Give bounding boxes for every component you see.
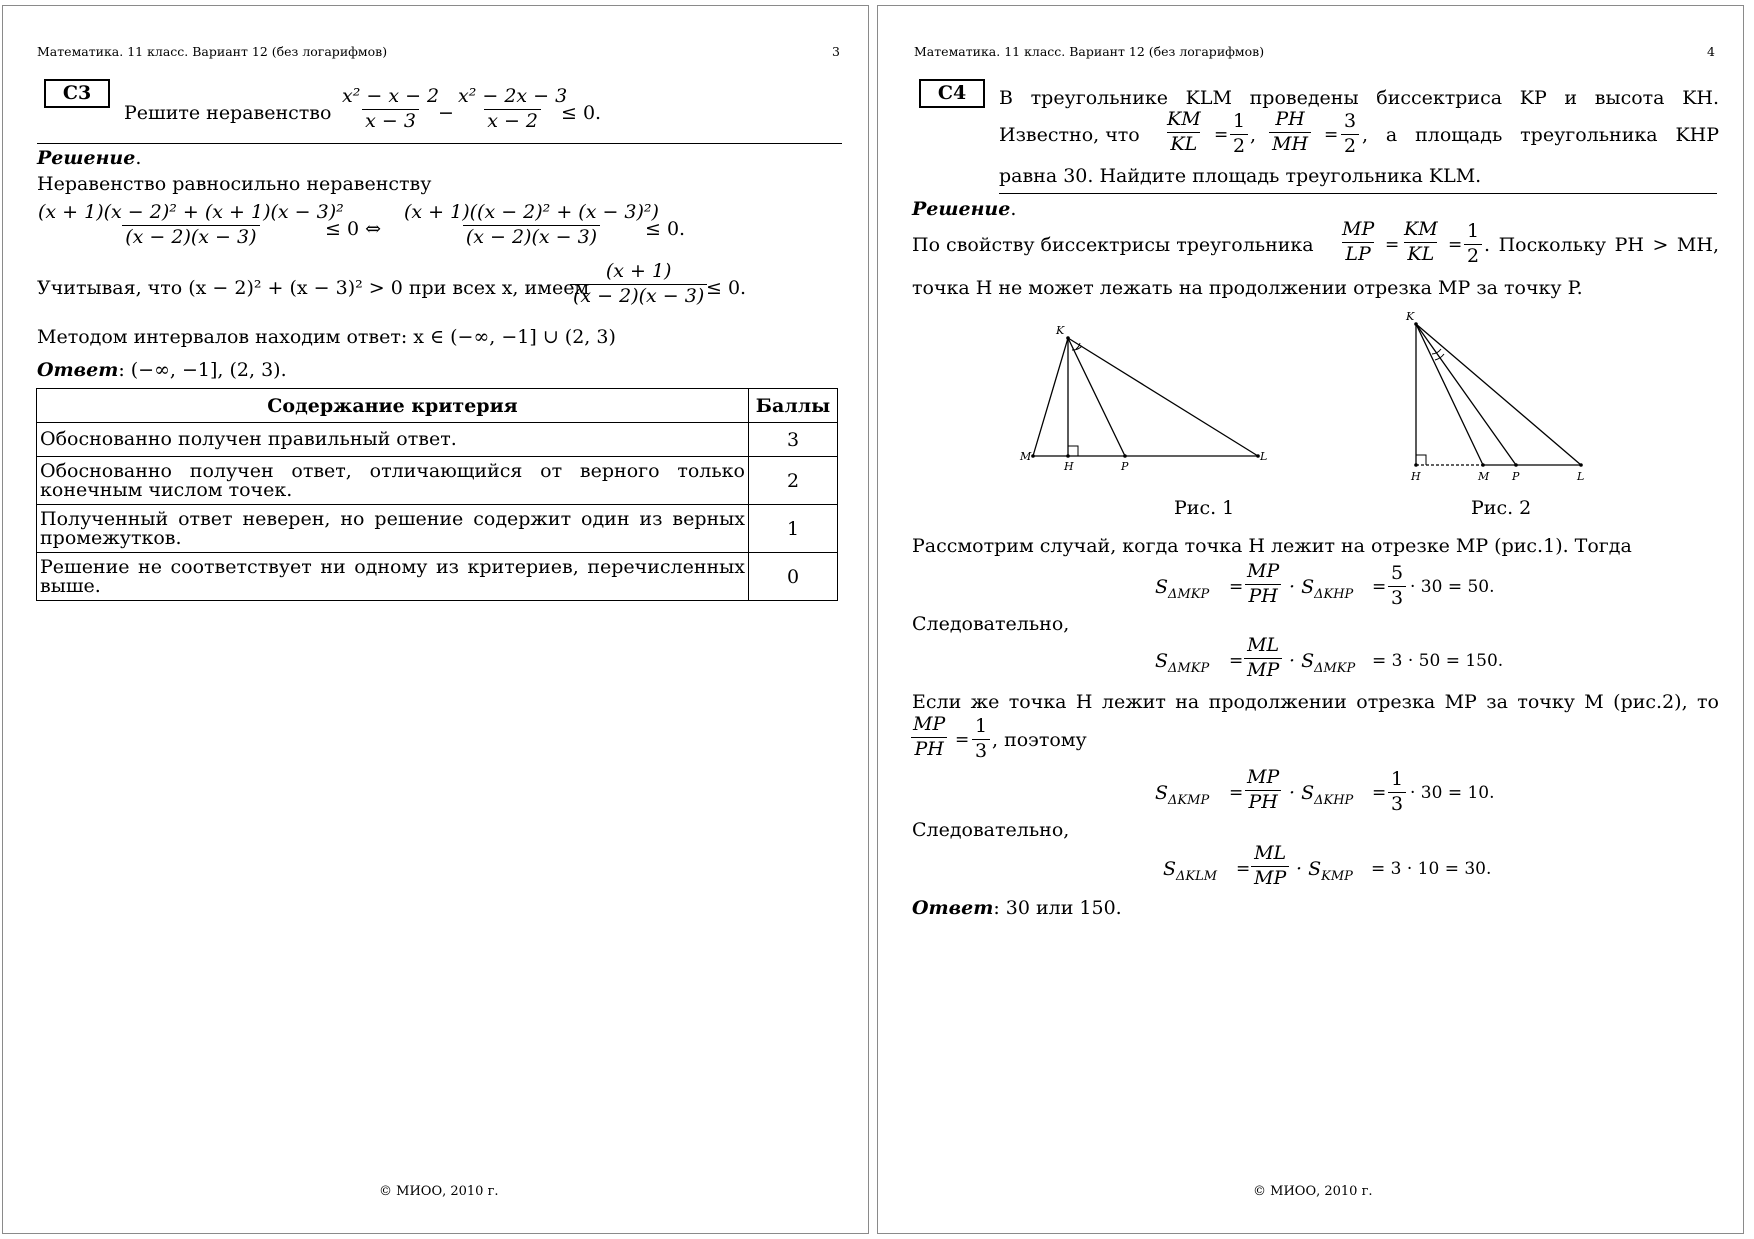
point-m [1031, 454, 1035, 458]
fraction-denominator: PH [1245, 790, 1280, 814]
figure-2-caption: Рис. 2 [1471, 497, 1532, 519]
solution-title: Решение [37, 147, 136, 169]
point-k [1066, 336, 1070, 340]
equation-d-tail: = 3 · 10 = 30. [1371, 859, 1492, 879]
score-cell: 2 [749, 457, 838, 505]
equation-c-tail: · 30 = 10. [1410, 783, 1495, 803]
answer-line [37, 359, 287, 381]
task-underline [37, 143, 842, 144]
equation-b-tail: = 3 · 50 = 150. [1372, 651, 1504, 671]
area-symbol: · S [1289, 650, 1315, 672]
equation-a-lhs [1155, 576, 1210, 602]
equation-b-middle [1289, 650, 1356, 676]
label-m: M [1478, 470, 1490, 483]
page-number: 4 [1707, 44, 1715, 59]
reduced-tail: ≤ 0. [706, 277, 747, 299]
therefore-2: Следовательно, [912, 819, 1070, 841]
fraction-denominator: MP [1251, 866, 1289, 890]
fraction-denominator: KL [1167, 132, 1200, 156]
fraction-denominator: PH [911, 737, 946, 761]
label-h: H [1411, 470, 1421, 483]
answer-line [912, 897, 1122, 919]
area-subscript: ΔMKP [1168, 586, 1210, 602]
equivalence-fraction-1 [35, 202, 347, 249]
area-symbol: · S [1289, 576, 1315, 598]
fraction-denominator: MH [1269, 132, 1311, 156]
solution-heading [912, 198, 1016, 220]
solution-line-3: Методом интервалов находим ответ: x ∈ (−∞, −1] ∪ (2, 3) [37, 326, 616, 348]
figure-1 [1020, 316, 1268, 476]
task-fraction-2 [455, 86, 570, 133]
equals-sign: = [1229, 783, 1244, 803]
task-line-2-suffix: , а площадь треугольника KHP [1362, 124, 1719, 146]
fraction-denominator: PH [1245, 584, 1280, 608]
fraction-denominator: 3 [1388, 586, 1406, 610]
fraction-denominator: 2 [1341, 134, 1359, 158]
fraction-denominator: 3 [1388, 792, 1406, 816]
label-h: H [1064, 460, 1074, 473]
fraction-one-half [1230, 111, 1248, 158]
label-k: K [1406, 310, 1415, 323]
equation-b-lhs [1155, 650, 1210, 676]
fraction-mp-ph-3 [1244, 767, 1282, 814]
area-subscript: ΔKHP [1314, 792, 1354, 808]
point-h [1066, 454, 1070, 458]
equation-c-middle [1289, 782, 1354, 808]
point-l [1579, 463, 1583, 467]
fraction-numerator: PH [1275, 108, 1305, 130]
table-row [37, 505, 838, 553]
solution-dot: . [1010, 198, 1017, 220]
area-symbol: S [1155, 782, 1169, 804]
table-row [37, 553, 838, 601]
fraction-numerator: (x + 1)(x − 2)² + (x + 1)(x − 3)² [38, 201, 344, 223]
equation-d-lhs [1163, 858, 1218, 884]
point-p [1514, 463, 1518, 467]
figure-1-caption: Рис. 1 [1174, 497, 1235, 519]
task-underline [999, 193, 1717, 194]
equals-sign: = [1229, 651, 1244, 671]
fraction-denominator: 2 [1230, 134, 1248, 158]
paragraph-2: Рассмотрим случай, когда точка H лежит на отрезке MP (рис.1). Тогда [912, 535, 1632, 557]
score-cell: 1 [749, 505, 838, 553]
page-footer: © МИОО, 2010 г. [1253, 1184, 1373, 1199]
fraction-km-kl [1164, 109, 1204, 156]
equivalence-fraction-2 [401, 202, 662, 249]
angle-arc [1432, 349, 1441, 354]
solution-line-1: Неравенство равносильно неравенству [37, 173, 432, 195]
fraction-denominator: LP [1342, 242, 1373, 266]
score-cell: 0 [749, 553, 838, 601]
label-p: P [1512, 470, 1520, 483]
label-k: K [1056, 324, 1065, 337]
area-symbol: · S [1296, 858, 1322, 880]
fraction-three-halves [1341, 111, 1359, 158]
page-footer: © МИОО, 2010 г. [379, 1184, 499, 1199]
bisector-kp [1416, 324, 1516, 465]
fraction-numerator: MP [1342, 218, 1375, 240]
equals-sign: = [1372, 783, 1387, 803]
score-header: Баллы [749, 389, 838, 423]
fraction-denominator: (x − 2)(x − 3) [570, 284, 707, 308]
page-header: Математика. 11 класс. Вариант 12 (без логарифмов) [914, 44, 1265, 59]
fraction-ph-mh [1269, 109, 1311, 156]
fraction-denominator: 3 [972, 739, 990, 763]
equation-a-tail: · 30 = 50. [1410, 577, 1495, 597]
fraction-denominator: x − 2 [484, 109, 541, 133]
equals-sign: = [1214, 125, 1229, 145]
paragraph-3-line-1: Если же точка H лежит на продолжении отрезка MP за точку M (рис.2), то [912, 691, 1719, 713]
fraction-one-half-2 [1464, 221, 1482, 268]
criteria-header: Содержание критерия [37, 389, 749, 423]
answer-text: : 30 или 150. [993, 897, 1122, 919]
fraction-five-thirds [1388, 563, 1406, 610]
side-kl [1416, 324, 1581, 465]
fraction-numerator: 1 [1391, 768, 1404, 790]
equals-sign: = [955, 730, 970, 750]
solution-heading [37, 147, 141, 169]
area-symbol: · S [1289, 782, 1315, 804]
fraction-denominator: (x − 2)(x − 3) [122, 225, 259, 249]
equals-sign: = [1385, 235, 1400, 255]
table-row [37, 457, 838, 505]
equivalence-tail: ≤ 0. [645, 218, 686, 240]
task-line-2-prefix: Известно, что [999, 124, 1140, 146]
label-l: L [1577, 470, 1585, 483]
equation-d-middle [1296, 858, 1353, 884]
fraction-mp-ph-2 [910, 714, 948, 761]
equation-a-middle [1289, 576, 1354, 602]
fraction-one-third-2 [1388, 769, 1406, 816]
point-m [1481, 463, 1485, 467]
fraction-denominator: KL [1404, 242, 1437, 266]
task-line-1: В треугольнике KLM проведены биссектриса KP и высота KH. [999, 87, 1719, 109]
fraction-numerator: ML [1247, 634, 1280, 656]
task-text: Решите неравенство [124, 102, 332, 124]
area-subscript: ΔKLM [1176, 868, 1218, 884]
fraction-numerator: (x + 1)((x − 2)² + (x − 3)²) [404, 201, 659, 223]
equals-sign: = [1236, 859, 1251, 879]
point-h [1414, 463, 1418, 467]
page-3 [2, 5, 869, 1234]
task-fraction-1 [339, 86, 442, 133]
fraction-mp-ph [1244, 561, 1282, 608]
fraction-numerator: x² − x − 2 [342, 85, 440, 107]
task-line-3: равна 30. Найдите площадь треугольника KLM. [999, 165, 1482, 187]
area-subscript: ΔKMP [1168, 792, 1210, 808]
paragraph-3-tail: , поэтому [992, 729, 1087, 751]
area-symbol: S [1155, 650, 1169, 672]
criteria-cell: Обоснованно получен правильный ответ. [37, 423, 749, 457]
answer-label: Ответ [912, 897, 994, 919]
page-header: Математика. 11 класс. Вариант 12 (без логарифмов) [37, 44, 388, 59]
area-symbol: S [1155, 576, 1169, 598]
task-tail: ≤ 0. [561, 102, 602, 124]
area-subscript: ΔKHP [1314, 586, 1354, 602]
comma: , [1250, 124, 1257, 146]
fraction-mp-lp [1339, 219, 1377, 266]
fraction-ml-mp [1244, 635, 1282, 682]
fraction-numerator: KM [1404, 218, 1438, 240]
area-subscript: KMP [1321, 868, 1353, 884]
fraction-denominator: x − 3 [362, 109, 419, 133]
table-row [37, 423, 838, 457]
solution-dot: . [135, 147, 142, 169]
area-subscript: ΔMKP [1168, 660, 1210, 676]
fraction-km-kl-2 [1401, 219, 1441, 266]
point-p [1123, 454, 1127, 458]
fraction-numerator: MP [1247, 766, 1280, 788]
label-p: P [1121, 460, 1129, 473]
area-symbol: S [1163, 858, 1177, 880]
solution-title: Решение [912, 198, 1011, 220]
area-subscript: ΔMKP [1314, 660, 1356, 676]
fraction-numerator: 3 [1344, 110, 1357, 132]
fraction-numerator: 1 [1467, 220, 1480, 242]
paragraph-1-suffix: . Поскольку PH > MH, [1484, 234, 1719, 256]
side-km [1033, 338, 1068, 456]
table-header-row [37, 389, 838, 423]
criteria-cell: Решение не соответствует ни одному из критериев, перечисленных выше. [37, 553, 749, 601]
criteria-cell: Обоснованно получен ответ, отличающийся от верного только конечным числом точек. [37, 457, 749, 505]
solution-line-2: Учитывая, что (x − 2)² + (x − 3)² > 0 при всех x, имеем [37, 277, 590, 299]
right-angle-mark [1068, 446, 1078, 456]
equals-sign: = [1448, 235, 1463, 255]
label-m: M [1020, 450, 1032, 463]
equals-sign: = [1372, 577, 1387, 597]
fraction-numerator: MP [913, 713, 946, 735]
paragraph-1-prefix: По свойству биссектрисы треугольника [912, 234, 1314, 256]
side-km [1416, 324, 1483, 465]
fraction-numerator: 1 [1233, 110, 1246, 132]
therefore-1: Следовательно, [912, 613, 1070, 635]
page-number: 3 [832, 44, 840, 59]
task-minus: − [438, 102, 454, 124]
fraction-numerator: x² − 2x − 3 [458, 85, 568, 107]
reduced-fraction [570, 261, 707, 308]
criteria-table [36, 388, 838, 601]
equals-sign: = [1229, 577, 1244, 597]
answer-label: Ответ [37, 359, 119, 381]
page-4 [877, 5, 1744, 1234]
fraction-numerator: 5 [1391, 562, 1404, 584]
fraction-numerator: KM [1167, 108, 1201, 130]
criteria-cell: Полученный ответ неверен, но решение содержит один из верных промежутков. [37, 505, 749, 553]
equals-sign: = [1324, 125, 1339, 145]
fraction-numerator: ML [1254, 842, 1287, 864]
figure-2 [1408, 308, 1598, 488]
score-cell: 3 [749, 423, 838, 457]
label-l: L [1260, 450, 1268, 463]
task-label-c3: С3 [44, 79, 110, 108]
answer-text: : (−∞, −1], (2, 3). [118, 359, 287, 381]
fraction-one-third [972, 716, 990, 763]
point-k [1414, 322, 1418, 326]
fraction-numerator: MP [1247, 560, 1280, 582]
fraction-numerator: (x + 1) [605, 260, 672, 282]
fraction-denominator: (x − 2)(x − 3) [463, 225, 600, 249]
right-angle-mark [1416, 455, 1426, 465]
task-label-c4: С4 [919, 79, 985, 108]
equation-c-lhs [1155, 782, 1210, 808]
fraction-numerator: 1 [975, 715, 988, 737]
paragraph-1-line-2: точка H не может лежать на продолжении отрезка MP за точку P. [912, 277, 1583, 299]
equivalence-sign: ≤ 0 ⇔ [325, 218, 382, 240]
fraction-ml-mp-2 [1251, 843, 1289, 890]
fraction-denominator: MP [1244, 658, 1282, 682]
fraction-denominator: 2 [1464, 244, 1482, 268]
